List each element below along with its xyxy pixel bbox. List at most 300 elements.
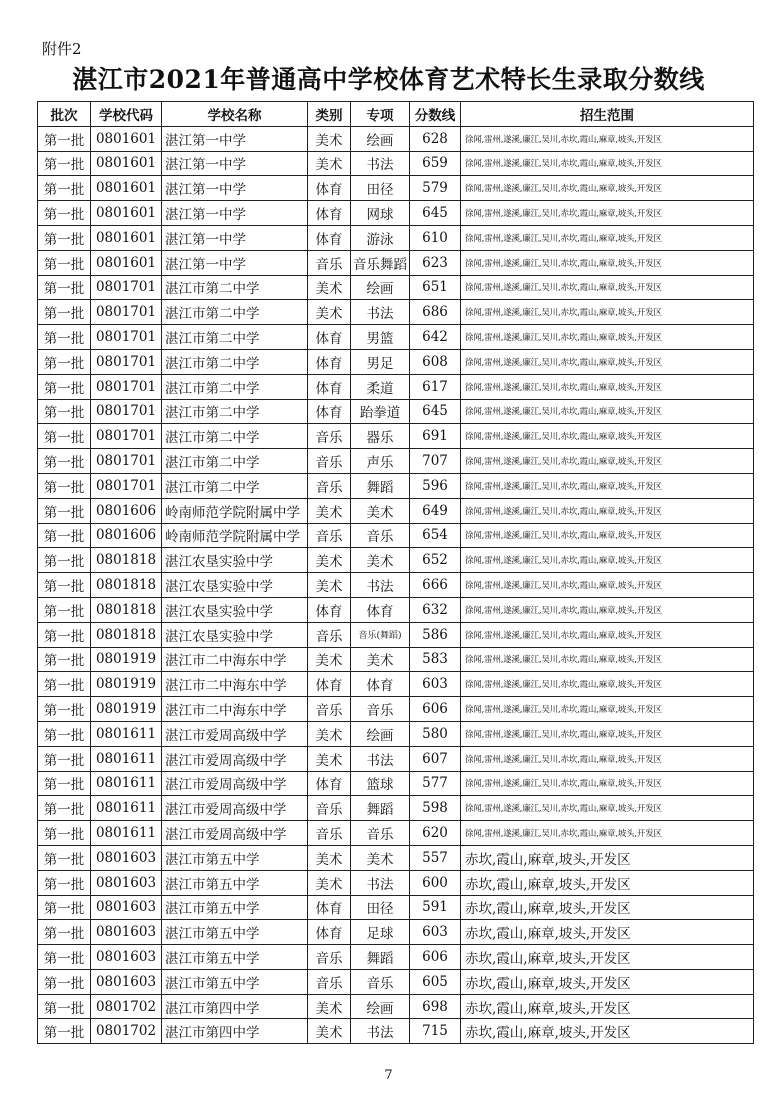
table-row xyxy=(38,225,754,250)
table-row xyxy=(38,895,754,920)
cell-category: 体育 xyxy=(308,349,351,374)
cell-scope: 徐闻,雷州,遂溪,廉江,吴川,赤坎,霞山,麻章,坡头,开发区 xyxy=(461,151,754,176)
table-row xyxy=(38,721,754,746)
cell-scope: 徐闻,雷州,遂溪,廉江,吴川,赤坎,霞山,麻章,坡头,开发区 xyxy=(461,473,754,498)
table-row xyxy=(38,275,754,300)
cell-school-name: 湛江市第二中学 xyxy=(162,424,308,449)
cell-school-code: 0801611 xyxy=(91,771,162,796)
cell-school-name: 湛江第一中学 xyxy=(162,151,308,176)
cell-category: 音乐 xyxy=(308,796,351,821)
cell-school-code: 0801603 xyxy=(91,870,162,895)
cell-specialty: 美术 xyxy=(351,548,410,573)
cell-specialty: 田径 xyxy=(351,895,410,920)
cell-score: 642 xyxy=(410,325,461,350)
table-row xyxy=(38,672,754,697)
cell-score: 707 xyxy=(410,449,461,474)
cell-scope: 徐闻,雷州,遂溪,廉江,吴川,赤坎,霞山,麻章,坡头,开发区 xyxy=(461,449,754,474)
table-row xyxy=(38,647,754,672)
cell-category: 体育 xyxy=(308,920,351,945)
cell-scope: 赤坎,霞山,麻章,坡头,开发区 xyxy=(461,994,754,1019)
cell-score: 652 xyxy=(410,548,461,573)
cell-score: 649 xyxy=(410,498,461,523)
cell-scope: 赤坎,霞山,麻章,坡头,开发区 xyxy=(461,895,754,920)
cell-specialty: 音乐(舞蹈) xyxy=(351,622,410,647)
cell-school-code: 0801701 xyxy=(91,325,162,350)
cell-school-name: 湛江市第五中学 xyxy=(162,870,308,895)
cell-specialty: 书法 xyxy=(351,151,410,176)
cell-specialty: 体育 xyxy=(351,597,410,622)
cell-specialty: 足球 xyxy=(351,920,410,945)
cell-batch: 第一批 xyxy=(38,796,91,821)
cell-scope: 徐闻,雷州,遂溪,廉江,吴川,赤坎,霞山,麻章,坡头,开发区 xyxy=(461,721,754,746)
cell-school-name: 湛江市爱周高级中学 xyxy=(162,821,308,846)
cell-specialty: 音乐 xyxy=(351,969,410,994)
cell-school-name: 湛江市第二中学 xyxy=(162,449,308,474)
cell-specialty: 音乐 xyxy=(351,523,410,548)
cell-batch: 第一批 xyxy=(38,994,91,1019)
cell-scope: 赤坎,霞山,麻章,坡头,开发区 xyxy=(461,1019,754,1044)
cell-score: 607 xyxy=(410,746,461,771)
cell-school-name: 湛江市第五中学 xyxy=(162,945,308,970)
cell-school-name: 湛江市爱周高级中学 xyxy=(162,771,308,796)
table-row xyxy=(38,374,754,399)
cell-score: 698 xyxy=(410,994,461,1019)
cell-school-name: 湛江市二中海东中学 xyxy=(162,647,308,672)
cell-scope: 徐闻,雷州,遂溪,廉江,吴川,赤坎,霞山,麻章,坡头,开发区 xyxy=(461,126,754,151)
cell-category: 体育 xyxy=(308,374,351,399)
cell-category: 音乐 xyxy=(308,449,351,474)
cell-specialty: 书法 xyxy=(351,746,410,771)
cell-batch: 第一批 xyxy=(38,225,91,250)
cell-category: 美术 xyxy=(308,573,351,598)
cell-school-code: 0801606 xyxy=(91,498,162,523)
table-row xyxy=(38,821,754,846)
cell-school-code: 0801818 xyxy=(91,622,162,647)
cell-score: 606 xyxy=(410,945,461,970)
cell-specialty: 声乐 xyxy=(351,449,410,474)
cell-scope: 徐闻,雷州,遂溪,廉江,吴川,赤坎,霞山,麻章,坡头,开发区 xyxy=(461,548,754,573)
cell-specialty: 舞蹈 xyxy=(351,796,410,821)
cell-school-code: 0801603 xyxy=(91,895,162,920)
cell-scope: 徐闻,雷州,遂溪,廉江,吴川,赤坎,霞山,麻章,坡头,开发区 xyxy=(461,399,754,424)
attachment-label: 附件2 xyxy=(42,40,82,58)
cell-batch: 第一批 xyxy=(38,895,91,920)
score-table xyxy=(37,101,754,1044)
cell-school-code: 0801701 xyxy=(91,424,162,449)
cell-school-code: 0801702 xyxy=(91,994,162,1019)
cell-score: 620 xyxy=(410,821,461,846)
cell-score: 598 xyxy=(410,796,461,821)
table-row xyxy=(38,870,754,895)
cell-category: 体育 xyxy=(308,771,351,796)
header-batch: 批次 xyxy=(38,102,91,127)
cell-school-code: 0801818 xyxy=(91,597,162,622)
cell-scope: 徐闻,雷州,遂溪,廉江,吴川,赤坎,霞山,麻章,坡头,开发区 xyxy=(461,225,754,250)
cell-specialty: 器乐 xyxy=(351,424,410,449)
cell-specialty: 游泳 xyxy=(351,225,410,250)
cell-school-name: 湛江市第四中学 xyxy=(162,994,308,1019)
cell-school-code: 0801611 xyxy=(91,821,162,846)
header-category: 类别 xyxy=(308,102,351,127)
cell-score: 603 xyxy=(410,672,461,697)
cell-school-code: 0801701 xyxy=(91,449,162,474)
cell-school-code: 0801702 xyxy=(91,1019,162,1044)
cell-scope: 徐闻,雷州,遂溪,廉江,吴川,赤坎,霞山,麻章,坡头,开发区 xyxy=(461,275,754,300)
cell-score: 715 xyxy=(410,1019,461,1044)
table-row xyxy=(38,746,754,771)
cell-batch: 第一批 xyxy=(38,349,91,374)
cell-category: 音乐 xyxy=(308,945,351,970)
cell-specialty: 舞蹈 xyxy=(351,473,410,498)
cell-scope: 徐闻,雷州,遂溪,廉江,吴川,赤坎,霞山,麻章,坡头,开发区 xyxy=(461,746,754,771)
cell-specialty: 绘画 xyxy=(351,994,410,1019)
cell-scope: 赤坎,霞山,麻章,坡头,开发区 xyxy=(461,969,754,994)
cell-category: 美术 xyxy=(308,1019,351,1044)
table-row xyxy=(38,622,754,647)
cell-score: 623 xyxy=(410,250,461,275)
table-row xyxy=(38,201,754,226)
cell-batch: 第一批 xyxy=(38,771,91,796)
cell-category: 美术 xyxy=(308,721,351,746)
cell-school-name: 湛江市第五中学 xyxy=(162,920,308,945)
cell-batch: 第一批 xyxy=(38,374,91,399)
cell-category: 音乐 xyxy=(308,821,351,846)
cell-category: 美术 xyxy=(308,275,351,300)
cell-school-code: 0801701 xyxy=(91,399,162,424)
table-row xyxy=(38,548,754,573)
cell-school-name: 湛江第一中学 xyxy=(162,201,308,226)
cell-batch: 第一批 xyxy=(38,672,91,697)
cell-batch: 第一批 xyxy=(38,1019,91,1044)
cell-school-name: 湛江第一中学 xyxy=(162,176,308,201)
cell-score: 691 xyxy=(410,424,461,449)
cell-score: 628 xyxy=(410,126,461,151)
cell-school-name: 湛江市第五中学 xyxy=(162,845,308,870)
table-row xyxy=(38,300,754,325)
table-row xyxy=(38,1019,754,1044)
cell-batch: 第一批 xyxy=(38,126,91,151)
table-row xyxy=(38,796,754,821)
cell-score: 603 xyxy=(410,920,461,945)
cell-score: 580 xyxy=(410,721,461,746)
cell-school-code: 0801919 xyxy=(91,672,162,697)
cell-specialty: 美术 xyxy=(351,845,410,870)
cell-specialty: 绘画 xyxy=(351,275,410,300)
cell-score: 617 xyxy=(410,374,461,399)
cell-school-name: 湛江市第四中学 xyxy=(162,1019,308,1044)
cell-school-name: 湛江市二中海东中学 xyxy=(162,697,308,722)
cell-batch: 第一批 xyxy=(38,821,91,846)
cell-specialty: 田径 xyxy=(351,176,410,201)
cell-school-code: 0801919 xyxy=(91,697,162,722)
cell-school-code: 0801818 xyxy=(91,573,162,598)
cell-category: 美术 xyxy=(308,548,351,573)
cell-batch: 第一批 xyxy=(38,622,91,647)
cell-score: 605 xyxy=(410,969,461,994)
cell-batch: 第一批 xyxy=(38,275,91,300)
cell-batch: 第一批 xyxy=(38,721,91,746)
cell-scope: 徐闻,雷州,遂溪,廉江,吴川,赤坎,霞山,麻章,坡头,开发区 xyxy=(461,300,754,325)
cell-school-name: 岭南师范学院附属中学 xyxy=(162,498,308,523)
cell-batch: 第一批 xyxy=(38,548,91,573)
cell-category: 音乐 xyxy=(308,697,351,722)
table-row xyxy=(38,697,754,722)
cell-school-code: 0801601 xyxy=(91,126,162,151)
cell-batch: 第一批 xyxy=(38,325,91,350)
cell-school-name: 湛江市第二中学 xyxy=(162,399,308,424)
cell-batch: 第一批 xyxy=(38,697,91,722)
cell-category: 体育 xyxy=(308,325,351,350)
cell-batch: 第一批 xyxy=(38,399,91,424)
table-row xyxy=(38,399,754,424)
cell-score: 591 xyxy=(410,895,461,920)
cell-score: 608 xyxy=(410,349,461,374)
cell-school-name: 湛江市第二中学 xyxy=(162,300,308,325)
cell-school-name: 湛江第一中学 xyxy=(162,225,308,250)
cell-school-code: 0801611 xyxy=(91,746,162,771)
cell-school-code: 0801606 xyxy=(91,523,162,548)
cell-scope: 徐闻,雷州,遂溪,廉江,吴川,赤坎,霞山,麻章,坡头,开发区 xyxy=(461,647,754,672)
cell-batch: 第一批 xyxy=(38,250,91,275)
cell-batch: 第一批 xyxy=(38,449,91,474)
cell-score: 645 xyxy=(410,399,461,424)
cell-score: 586 xyxy=(410,622,461,647)
cell-category: 音乐 xyxy=(308,622,351,647)
table-row xyxy=(38,250,754,275)
cell-school-name: 湛江市第五中学 xyxy=(162,969,308,994)
cell-score: 577 xyxy=(410,771,461,796)
cell-batch: 第一批 xyxy=(38,647,91,672)
cell-score: 645 xyxy=(410,201,461,226)
cell-score: 579 xyxy=(410,176,461,201)
cell-school-code: 0801701 xyxy=(91,349,162,374)
cell-batch: 第一批 xyxy=(38,597,91,622)
cell-category: 体育 xyxy=(308,225,351,250)
table-row xyxy=(38,498,754,523)
cell-school-code: 0801601 xyxy=(91,201,162,226)
cell-specialty: 书法 xyxy=(351,1019,410,1044)
cell-school-code: 0801818 xyxy=(91,548,162,573)
cell-school-name: 湛江市爱周高级中学 xyxy=(162,721,308,746)
cell-specialty: 绘画 xyxy=(351,126,410,151)
cell-score: 651 xyxy=(410,275,461,300)
header-school-code: 学校代码 xyxy=(91,102,162,127)
table-row xyxy=(38,126,754,151)
cell-scope: 徐闻,雷州,遂溪,廉江,吴川,赤坎,霞山,麻章,坡头,开发区 xyxy=(461,821,754,846)
table-row xyxy=(38,573,754,598)
cell-score: 659 xyxy=(410,151,461,176)
cell-scope: 徐闻,雷州,遂溪,廉江,吴川,赤坎,霞山,麻章,坡头,开发区 xyxy=(461,325,754,350)
cell-category: 美术 xyxy=(308,126,351,151)
cell-scope: 徐闻,雷州,遂溪,廉江,吴川,赤坎,霞山,麻章,坡头,开发区 xyxy=(461,771,754,796)
cell-batch: 第一批 xyxy=(38,523,91,548)
cell-scope: 徐闻,雷州,遂溪,廉江,吴川,赤坎,霞山,麻章,坡头,开发区 xyxy=(461,672,754,697)
cell-scope: 徐闻,雷州,遂溪,廉江,吴川,赤坎,霞山,麻章,坡头,开发区 xyxy=(461,622,754,647)
cell-school-code: 0801601 xyxy=(91,250,162,275)
cell-score: 596 xyxy=(410,473,461,498)
cell-school-code: 0801603 xyxy=(91,969,162,994)
cell-school-name: 湛江市第五中学 xyxy=(162,895,308,920)
cell-school-name: 湛江农垦实验中学 xyxy=(162,548,308,573)
cell-specialty: 网球 xyxy=(351,201,410,226)
table-row xyxy=(38,151,754,176)
cell-specialty: 跆拳道 xyxy=(351,399,410,424)
table-header-row xyxy=(38,102,754,127)
cell-batch: 第一批 xyxy=(38,176,91,201)
cell-batch: 第一批 xyxy=(38,498,91,523)
cell-score: 600 xyxy=(410,870,461,895)
cell-scope: 徐闻,雷州,遂溪,廉江,吴川,赤坎,霞山,麻章,坡头,开发区 xyxy=(461,796,754,821)
cell-school-code: 0801701 xyxy=(91,300,162,325)
cell-school-name: 湛江农垦实验中学 xyxy=(162,597,308,622)
cell-school-name: 湛江市第二中学 xyxy=(162,374,308,399)
cell-category: 音乐 xyxy=(308,523,351,548)
cell-scope: 徐闻,雷州,遂溪,廉江,吴川,赤坎,霞山,麻章,坡头,开发区 xyxy=(461,349,754,374)
cell-specialty: 音乐 xyxy=(351,697,410,722)
cell-specialty: 柔道 xyxy=(351,374,410,399)
cell-specialty: 男足 xyxy=(351,349,410,374)
cell-category: 体育 xyxy=(308,176,351,201)
cell-specialty: 音乐舞蹈 xyxy=(351,250,410,275)
table-row xyxy=(38,325,754,350)
page-title: 湛江市2021年普通高中学校体育艺术特长生录取分数线 xyxy=(72,65,705,94)
cell-category: 美术 xyxy=(308,845,351,870)
cell-school-name: 湛江市爱周高级中学 xyxy=(162,746,308,771)
cell-category: 体育 xyxy=(308,895,351,920)
cell-category: 体育 xyxy=(308,672,351,697)
cell-school-name: 湛江第一中学 xyxy=(162,250,308,275)
cell-scope: 赤坎,霞山,麻章,坡头,开发区 xyxy=(461,870,754,895)
cell-category: 美术 xyxy=(308,300,351,325)
table-row xyxy=(38,945,754,970)
cell-scope: 徐闻,雷州,遂溪,廉江,吴川,赤坎,霞山,麻章,坡头,开发区 xyxy=(461,374,754,399)
cell-category: 体育 xyxy=(308,399,351,424)
cell-batch: 第一批 xyxy=(38,151,91,176)
table-row xyxy=(38,994,754,1019)
cell-category: 美术 xyxy=(308,746,351,771)
cell-school-code: 0801611 xyxy=(91,796,162,821)
header-school-name: 学校名称 xyxy=(162,102,308,127)
table-row xyxy=(38,771,754,796)
table-row xyxy=(38,473,754,498)
cell-scope: 徐闻,雷州,遂溪,廉江,吴川,赤坎,霞山,麻章,坡头,开发区 xyxy=(461,523,754,548)
cell-score: 610 xyxy=(410,225,461,250)
cell-batch: 第一批 xyxy=(38,746,91,771)
cell-scope: 徐闻,雷州,遂溪,廉江,吴川,赤坎,霞山,麻章,坡头,开发区 xyxy=(461,424,754,449)
cell-batch: 第一批 xyxy=(38,870,91,895)
cell-scope: 徐闻,雷州,遂溪,廉江,吴川,赤坎,霞山,麻章,坡头,开发区 xyxy=(461,176,754,201)
cell-batch: 第一批 xyxy=(38,845,91,870)
cell-category: 美术 xyxy=(308,870,351,895)
cell-school-code: 0801919 xyxy=(91,647,162,672)
cell-specialty: 体育 xyxy=(351,672,410,697)
table-row xyxy=(38,920,754,945)
table-row xyxy=(38,523,754,548)
cell-school-name: 湛江市二中海东中学 xyxy=(162,672,308,697)
cell-scope: 徐闻,雷州,遂溪,廉江,吴川,赤坎,霞山,麻章,坡头,开发区 xyxy=(461,597,754,622)
table-row xyxy=(38,969,754,994)
cell-score: 654 xyxy=(410,523,461,548)
cell-school-code: 0801601 xyxy=(91,151,162,176)
cell-batch: 第一批 xyxy=(38,201,91,226)
cell-school-name: 湛江第一中学 xyxy=(162,126,308,151)
table-row xyxy=(38,176,754,201)
cell-school-code: 0801603 xyxy=(91,845,162,870)
cell-school-code: 0801601 xyxy=(91,176,162,201)
cell-score: 606 xyxy=(410,697,461,722)
cell-category: 美术 xyxy=(308,151,351,176)
cell-specialty: 美术 xyxy=(351,498,410,523)
cell-category: 音乐 xyxy=(308,473,351,498)
table-row xyxy=(38,845,754,870)
cell-school-code: 0801701 xyxy=(91,473,162,498)
cell-scope: 赤坎,霞山,麻章,坡头,开发区 xyxy=(461,945,754,970)
cell-scope: 徐闻,雷州,遂溪,廉江,吴川,赤坎,霞山,麻章,坡头,开发区 xyxy=(461,573,754,598)
cell-scope: 赤坎,霞山,麻章,坡头,开发区 xyxy=(461,845,754,870)
cell-category: 美术 xyxy=(308,647,351,672)
cell-school-code: 0801601 xyxy=(91,225,162,250)
cell-batch: 第一批 xyxy=(38,300,91,325)
header-specialty: 专项 xyxy=(351,102,410,127)
cell-school-code: 0801701 xyxy=(91,275,162,300)
cell-scope: 徐闻,雷州,遂溪,廉江,吴川,赤坎,霞山,麻章,坡头,开发区 xyxy=(461,697,754,722)
page-number: 7 xyxy=(384,1068,393,1083)
header-scope: 招生范围 xyxy=(461,102,754,127)
cell-school-name: 湛江市第二中学 xyxy=(162,349,308,374)
table-row xyxy=(38,449,754,474)
cell-category: 体育 xyxy=(308,597,351,622)
cell-school-code: 0801611 xyxy=(91,721,162,746)
cell-score: 583 xyxy=(410,647,461,672)
cell-school-code: 0801603 xyxy=(91,920,162,945)
cell-scope: 徐闻,雷州,遂溪,廉江,吴川,赤坎,霞山,麻章,坡头,开发区 xyxy=(461,498,754,523)
cell-scope: 赤坎,霞山,麻章,坡头,开发区 xyxy=(461,920,754,945)
cell-category: 美术 xyxy=(308,994,351,1019)
cell-specialty: 舞蹈 xyxy=(351,945,410,970)
cell-school-code: 0801603 xyxy=(91,945,162,970)
cell-specialty: 书法 xyxy=(351,870,410,895)
cell-scope: 徐闻,雷州,遂溪,廉江,吴川,赤坎,霞山,麻章,坡头,开发区 xyxy=(461,201,754,226)
table-row xyxy=(38,424,754,449)
cell-batch: 第一批 xyxy=(38,920,91,945)
cell-school-name: 湛江市第二中学 xyxy=(162,473,308,498)
cell-school-name: 湛江市第二中学 xyxy=(162,275,308,300)
cell-specialty: 书法 xyxy=(351,573,410,598)
cell-batch: 第一批 xyxy=(38,573,91,598)
cell-score: 686 xyxy=(410,300,461,325)
cell-category: 音乐 xyxy=(308,250,351,275)
cell-specialty: 男篮 xyxy=(351,325,410,350)
cell-score: 632 xyxy=(410,597,461,622)
cell-school-name: 湛江市第二中学 xyxy=(162,325,308,350)
cell-scope: 徐闻,雷州,遂溪,廉江,吴川,赤坎,霞山,麻章,坡头,开发区 xyxy=(461,250,754,275)
cell-category: 体育 xyxy=(308,201,351,226)
cell-category: 美术 xyxy=(308,498,351,523)
cell-score: 557 xyxy=(410,845,461,870)
table-row xyxy=(38,597,754,622)
cell-category: 音乐 xyxy=(308,969,351,994)
header-score: 分数线 xyxy=(410,102,461,127)
cell-category: 音乐 xyxy=(308,424,351,449)
cell-specialty: 美术 xyxy=(351,647,410,672)
cell-school-code: 0801701 xyxy=(91,374,162,399)
cell-batch: 第一批 xyxy=(38,424,91,449)
cell-school-name: 湛江农垦实验中学 xyxy=(162,622,308,647)
cell-school-name: 湛江农垦实验中学 xyxy=(162,573,308,598)
table-row xyxy=(38,349,754,374)
cell-specialty: 音乐 xyxy=(351,821,410,846)
cell-batch: 第一批 xyxy=(38,473,91,498)
